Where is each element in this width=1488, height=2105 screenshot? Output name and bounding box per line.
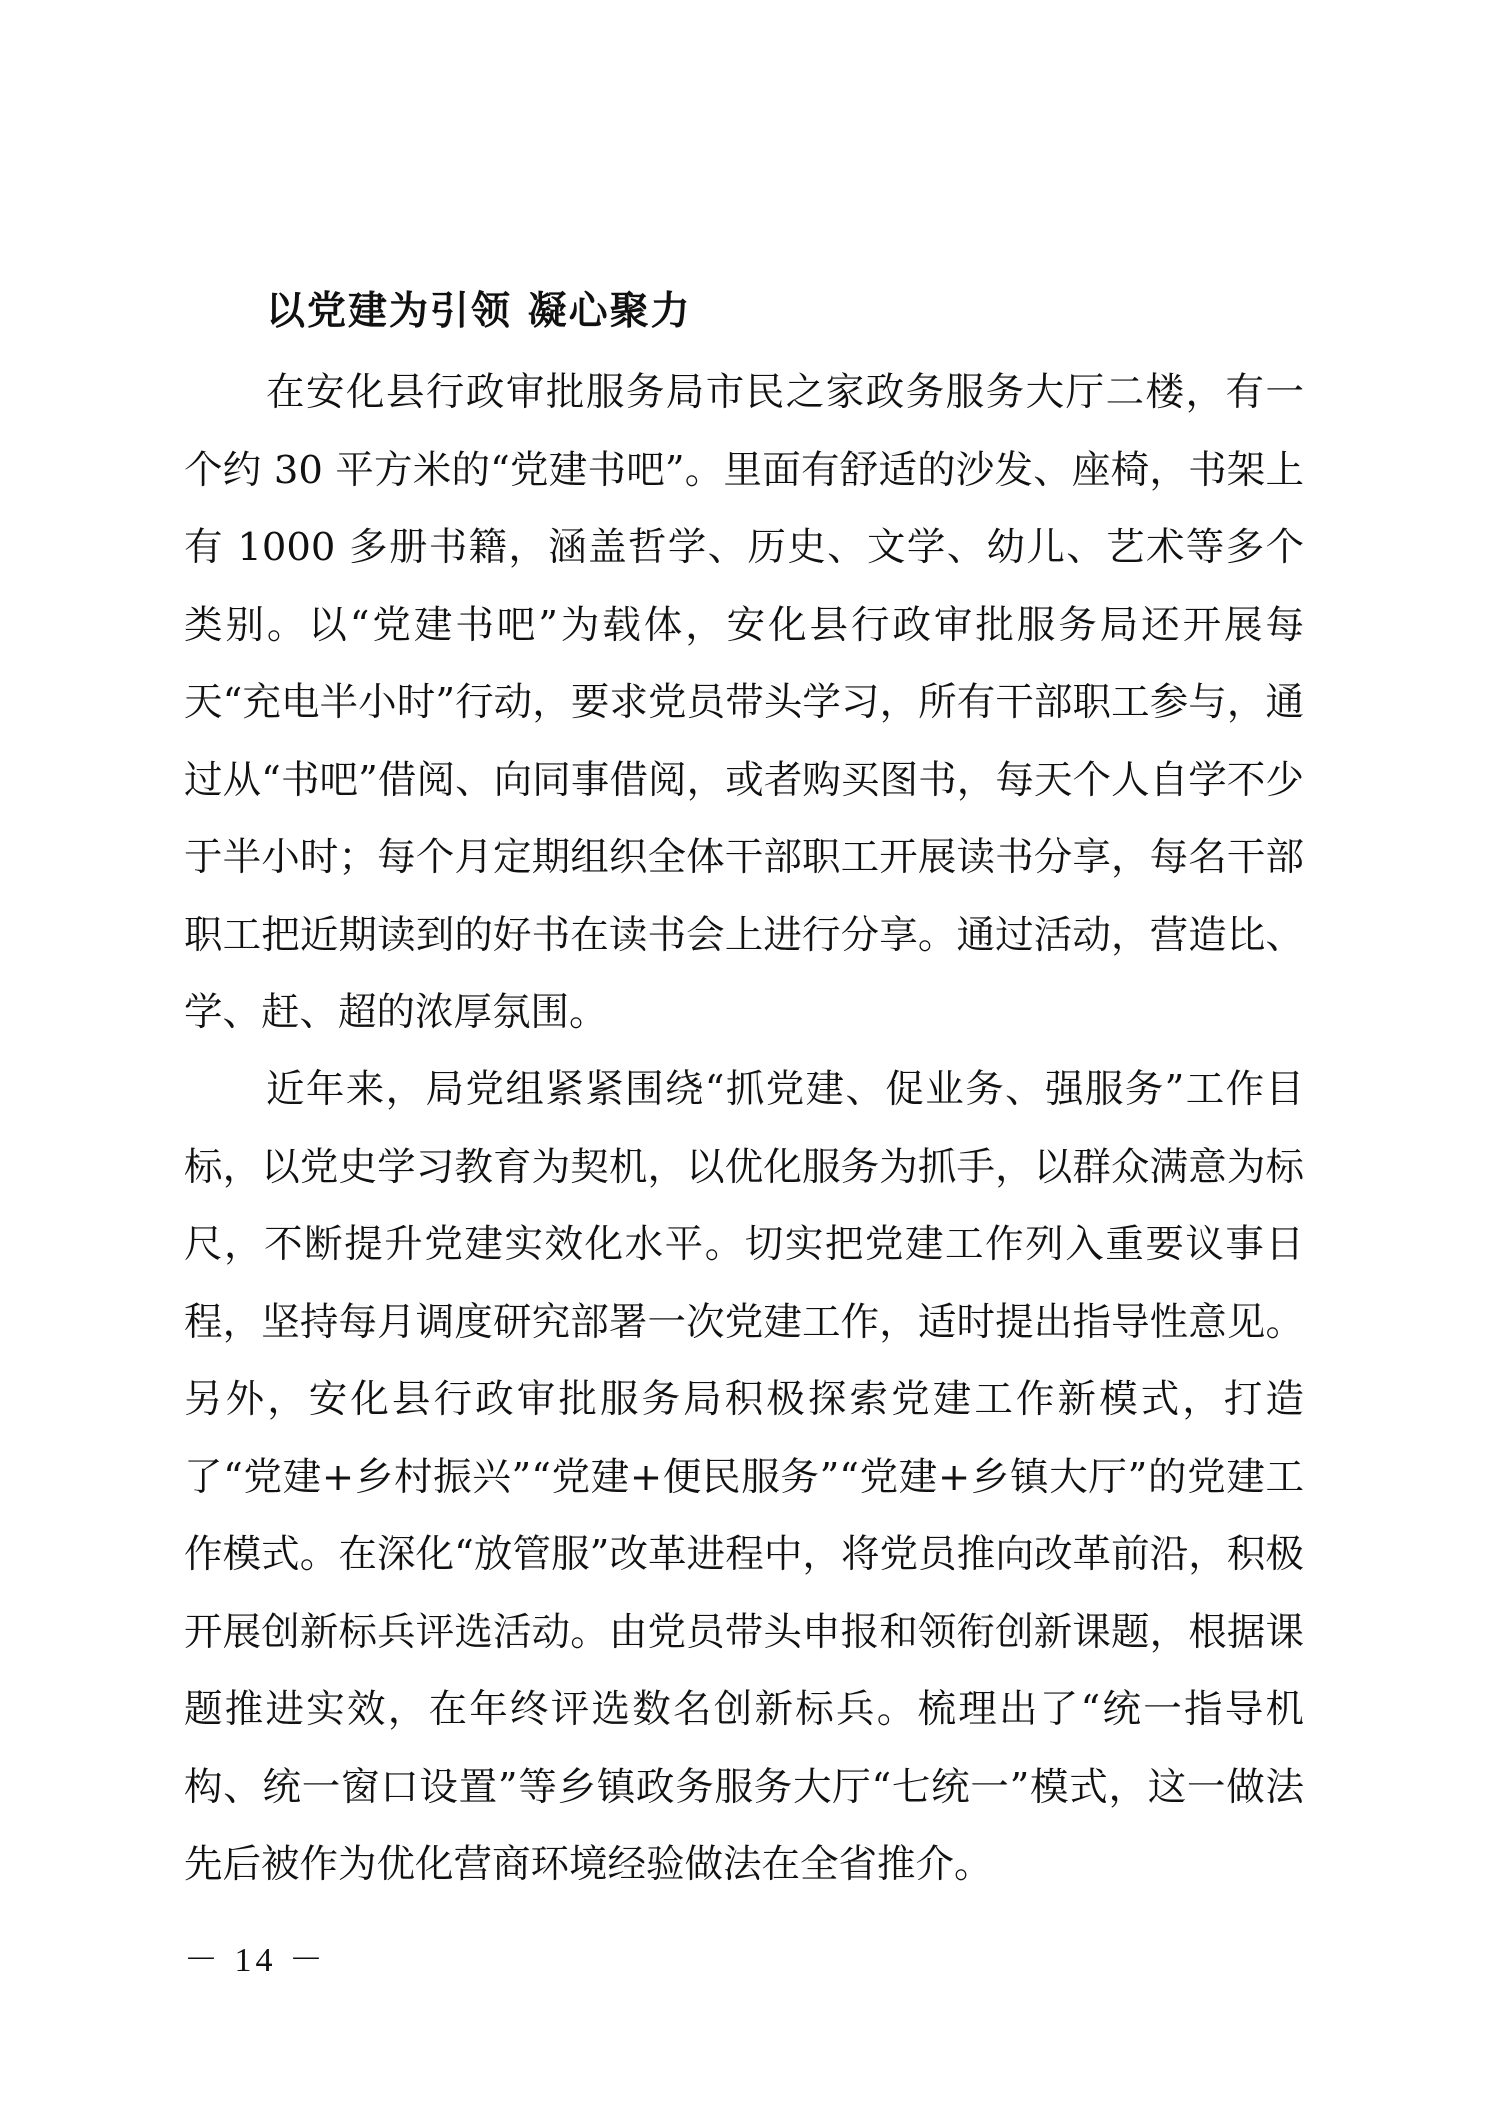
paragraph-reading-bar: 在安化县行政审批服务局市民之家政务服务大厅二楼，有一个约 30 平方米的“党建书吧”。里面有舒适的沙发、座椅，书架上有 1000 多册书籍，涵盖哲学、历史、文学、幼儿、艺术等多个类别。以“党建书吧”为载体，安化县行政审批服务局还开展每天“充电半小时”行动，要求党员带头学习，所有干部职工参与，通过从“书吧”借阅、向同事借阅，或者购买图书，每天个人自学不少于半小时；每个月定期组织全体干部职工开展读书分享，每名干部职工把近期读到的好书在读书会上进行分享。通过活动，营造比、学、赶、超的浓厚氛围。	[184, 370, 1304, 1035]
section-heading: 以党建为引领 凝心聚力	[266, 289, 692, 334]
paragraph-party-building: 近年来，局党组紧紧围绕“抓党建、促业务、强服务”工作目标，以党史学习教育为契机，以优化服务为抓手，以群众满意为标尺，不断提升党建实效化水平。切实把党建工作列入重要议事日程，坚持每月调度研究部署一次党建工作，适时提出指导性意见。另外，安化县行政审批服务局积极探索党建工作新模式，打造了“党建+乡村振兴”“党建+便民服务”“党建+乡镇大厅”的党建工作模式。在深化“放管服”改革进程中，将党员推向改革前沿，积极开展创新标兵评选活动。由党员带头申报和领衔创新课题，根据课题推进实效，在年终评选数名创新标兵。梳理出了“统一指导机构、统一窗口设置”等乡镇政务服务大厅“七统一”模式，这一做法先后被作为优化营商环境经验做法在全省推介。	[184, 1067, 1304, 1887]
page-number: － 14 －	[184, 1942, 327, 1979]
